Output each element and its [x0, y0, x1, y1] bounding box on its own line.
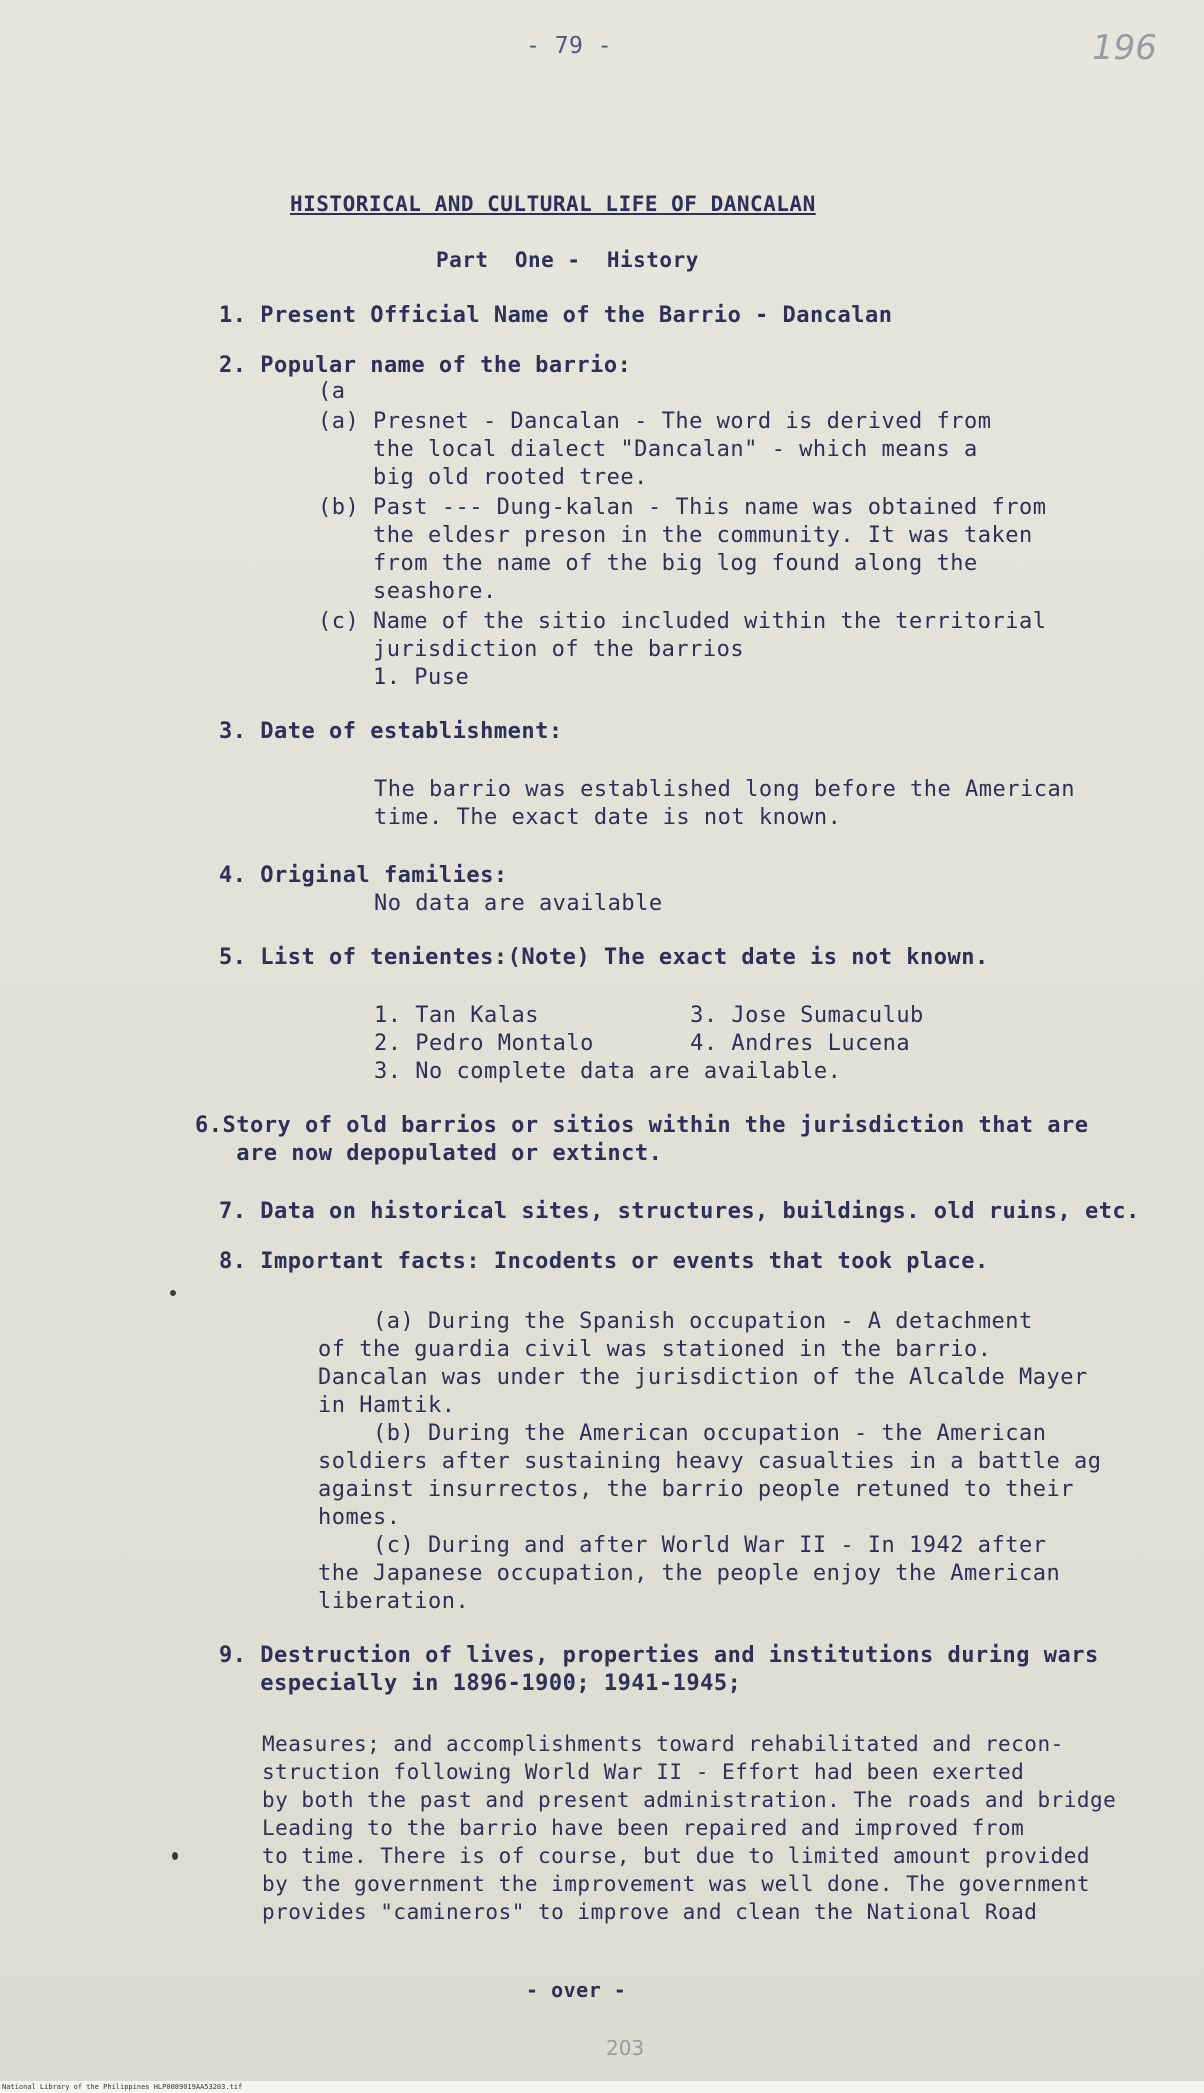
- document-subtitle: Part One - History: [436, 248, 699, 272]
- pencil-page-number: 203: [606, 2036, 645, 2060]
- item-1: 1. Present Official Name of the Barrio - Dancalan: [219, 303, 893, 328]
- item-2-stray-mark: (a: [318, 379, 346, 404]
- punch-mark: [172, 1852, 178, 1860]
- document-title: HISTORICAL AND CULTURAL LIFE OF DANCALAN: [290, 192, 816, 216]
- list-item: 3. No complete data are available.: [374, 1059, 842, 1084]
- item-7: 7. Data on historical sites, structures, buildings. old ruins, etc.: [219, 1199, 1140, 1224]
- list-item: 2. Pedro Montalo 4. Andres Lucena: [374, 1031, 911, 1056]
- over-marker: - over -: [526, 1978, 627, 2002]
- item-3-heading: 3. Date of establishment:: [219, 719, 563, 744]
- item-8-heading: 8. Important facts: Incodents or events that took place.: [219, 1249, 989, 1274]
- item-4-heading: 4. Original families:: [219, 863, 508, 888]
- item-4-body: No data are available: [374, 891, 663, 916]
- item-5-heading: 5. List of tenientes:(Note) The exact date is not known.: [219, 945, 989, 970]
- document-page: - 79 - 196 HISTORICAL AND CULTURAL LIFE OF DANCALAN Part One - History 1. Present Official Name of the Barrio - Dancalan 2. Popular name of the barrio: (a (a) Presnet - Dancalan - The word is derived from the local dialect "Dancalan" - which means a big old rooted tree. (b) Past --- Dung-kalan - This name was obtained from the eldesr preson in the community. It was taken from the name of the big log found along the seashore. (c) Name of the sitio included within the territorial jurisdiction of the barrios 1. Puse 3. Date of establishment: The barrio was established long before the American time. The exact date is not known. 4. Original families: No data are available 5. List of tenientes:(Note) The exact date is not known. 1. Tan Kalas 3. Jose Sumaculub 2. Pedro Montalo 4. Andres Lucena 3. No complete data are available. 6.Story of old barrios or sitios within the jurisdiction that are are now depopulated or extinct. 7. Data on historical sites, structures, buildings. old ruins, etc. 8. Important facts: Incodents or events that took place. (a) During the Spanish occupation - A detachment of the guardia civil was stationed in the barrio. Dancalan was under the jurisdiction of the Alcalde Mayer in Hamtik. (b) During the American occupation - the American soldiers after sustaining heavy casualties in a battle ag against insurrectos, the barrio people retuned to their homes. (c) During and after World War II - In 1942 after the Japanese occupation, the people enjoy the American liberation. 9. Destruction of lives, properties and institutions during wars especially in 1896-1900; 1941-1945; Measures; and accomplishments toward rehabilitated and recon- struction following World War II - Effort had been exerted by both the past and present administration. The roads and bridge Leading to the barrio have been repaired and improved from to time. There is of course, but due to limited amount provided by the government the improvement was well done. The government provides "camineros" to improve and clean the National Road - over - 203 National Library of the Philippines HLP0089019AA53203.tif: [0, 0, 1204, 2093]
- archive-label: National Library of the Philippines HLP0089019AA53203.tif: [0, 2081, 1204, 2093]
- handwritten-page-number: 196: [1092, 28, 1157, 68]
- punch-mark: [170, 1290, 176, 1296]
- list-item: 1. Tan Kalas 3. Jose Sumaculub: [374, 1003, 924, 1028]
- item-2-heading: 2. Popular name of the barrio:: [219, 353, 632, 378]
- page-number: - 79 -: [526, 33, 613, 59]
